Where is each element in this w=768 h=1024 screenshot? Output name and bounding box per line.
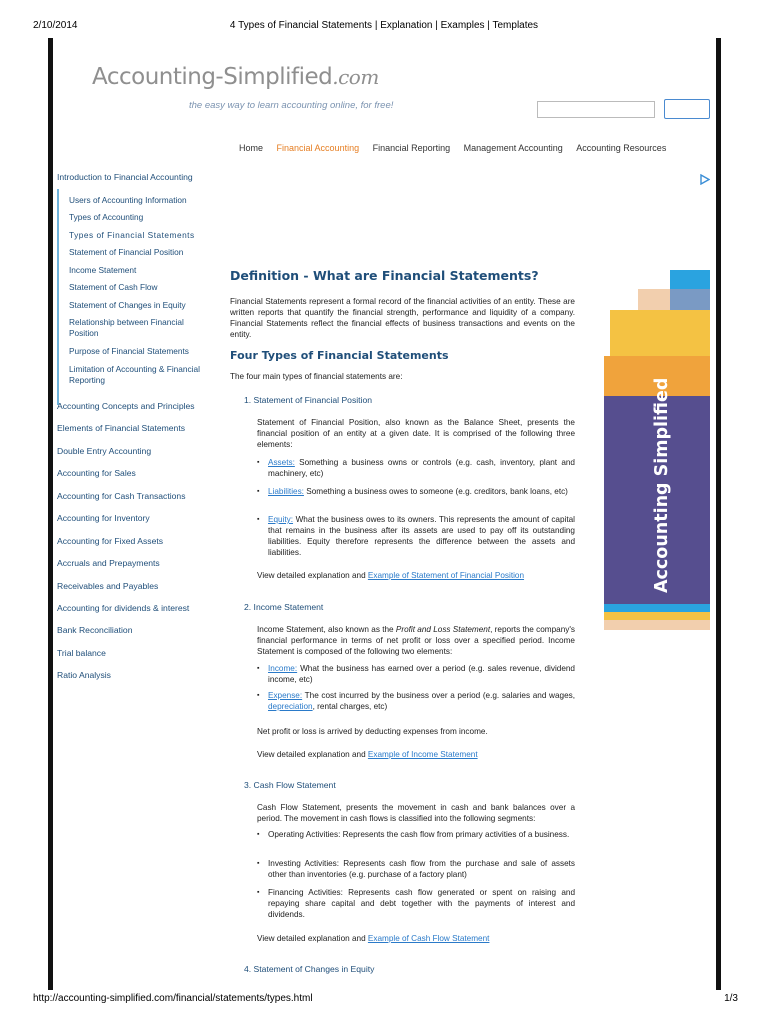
sidebar-item-cash[interactable]: Accounting for Cash Transactions <box>57 491 186 501</box>
liabilities-text: Something a business owes to someone (e.g. creditors, bank loans, etc) <box>303 487 568 496</box>
sidebar-submenu <box>57 189 215 405</box>
banner-block-yellow-1 <box>610 310 638 356</box>
sidebar-item-accruals[interactable]: Accruals and Prepayments <box>57 558 160 568</box>
assets-link[interactable]: Assets: <box>268 458 295 467</box>
section-2-para-em: Profit and Loss Statement <box>395 625 491 634</box>
banner-block-yellow-2 <box>638 310 710 356</box>
page-frame-left <box>48 38 53 990</box>
definition-heading: Definition - What are Financial Statements? <box>230 268 539 283</box>
logo-suffix: .com <box>332 65 379 89</box>
section-1-link-prefix: View detailed explanation and <box>257 571 368 580</box>
logo-main: Accounting-Simplified <box>92 64 333 90</box>
sidebar-sub-financial-position[interactable]: Statement of Financial Position <box>69 247 184 257</box>
section-1-bullet-equity <box>268 514 575 558</box>
section-2-bullet-expense <box>268 690 575 712</box>
sidebar-item-intro[interactable]: Introduction to Financial Accounting <box>57 172 193 182</box>
banner-stripe-yellow <box>604 612 710 620</box>
print-url: http://accounting-simplified.com/financial/statements/types.html <box>33 993 313 1004</box>
section-1-view-line <box>257 570 575 581</box>
four-types-intro: The four main types of financial statements are: <box>230 372 403 381</box>
nav-accounting-resources[interactable]: Accounting Resources <box>576 143 667 153</box>
section-3-link-prefix: View detailed explanation and <box>257 934 368 943</box>
sidebar-item-ratio-analysis[interactable]: Ratio Analysis <box>57 670 111 680</box>
sidebar-item-concepts[interactable]: Accounting Concepts and Principles <box>57 401 195 411</box>
print-date: 2/10/2014 <box>33 20 78 31</box>
section-2-view-line <box>257 749 575 760</box>
definition-paragraph: Financial Statements represent a formal record of the financial activities of an entity. These are written reports that quantify the financial strength, performance and liquidity of a company. Financial Statements reflect the financial effects of business transactions and events on the entity. <box>230 297 575 339</box>
sidebar-item-sales[interactable]: Accounting for Sales <box>57 468 136 478</box>
expense-link[interactable]: Expense: <box>268 691 303 700</box>
sidebar-sub-limitation[interactable]: Limitation of Accounting & Financial Reporting <box>69 364 200 385</box>
print-page-number: 1/3 <box>724 993 738 1004</box>
depreciation-link[interactable]: depreciation <box>268 702 313 711</box>
assets-text: Something a business owns or controls (e.g. cash, inventory, plant and machinery, etc) <box>268 458 575 478</box>
section-1-bullet-liabilities <box>268 486 575 497</box>
sidebar-sub-types-accounting[interactable]: Types of Accounting <box>69 212 144 222</box>
section-1-paragraph: Statement of Financial Position, also known as the Balance Sheet, presents the financial position of an entity at a given date. It is comprised of the following three elements: <box>257 418 575 449</box>
sidebar-sub-relationship[interactable]: Relationship between Financial Position <box>69 317 184 338</box>
example-financial-position-link[interactable]: Example of Statement of Financial Position <box>367 571 525 580</box>
sidebar-sub-changes-equity[interactable]: Statement of Changes in Equity <box>69 300 186 310</box>
sidebar-sub-purpose[interactable]: Purpose of Financial Statements <box>69 346 189 356</box>
print-footer <box>0 993 768 1007</box>
print-title: 4 Types of Financial Statements | Explanation | Examples | Templates <box>229 20 539 31</box>
section-4-heading: 4. Statement of Changes in Equity <box>244 964 375 974</box>
nav-financial-reporting[interactable]: Financial Reporting <box>372 143 451 153</box>
print-header <box>0 20 768 34</box>
section-3-view-line <box>257 933 575 944</box>
top-nav <box>239 143 677 153</box>
section-3-paragraph: Cash Flow Statement, presents the movement in cash and bank balances over a period. The movement in cash flows is classified into the following segments: <box>257 803 575 823</box>
sidebar-sub-cash-flow[interactable]: Statement of Cash Flow <box>69 282 158 292</box>
section-2-heading: 2. Income Statement <box>244 602 324 612</box>
equity-text: What the business owes to its owners. This represents the amount of capital that remains in the business after its assets are used to pay off its outstanding liabilities. Equity therefore represents the difference between the assets and liabilities. <box>268 515 575 557</box>
section-2-para-a: Income Statement, also known as the <box>257 625 396 634</box>
page-frame-right <box>716 38 721 990</box>
expense-text-b: , rental charges, etc) <box>312 702 388 711</box>
banner-block-peach <box>638 289 670 311</box>
equity-link[interactable]: Equity: <box>268 515 294 524</box>
section-2-paragraph <box>257 624 575 657</box>
site-tagline: the easy way to learn accounting online, for free! <box>189 100 394 111</box>
section-2-para-b: , reports the company's financial performance in terms of net profit or loss over a specified period. Income Statement is composed of the following two elements: <box>257 625 575 656</box>
sidebar-item-fixed-assets[interactable]: Accounting for Fixed Assets <box>57 536 164 546</box>
sidebar-item-inventory[interactable]: Accounting for Inventory <box>57 513 150 523</box>
banner-stripe-blue <box>604 604 710 612</box>
income-text: What the business has earned over a period (e.g. sales revenue, dividend income, etc) <box>268 664 575 684</box>
sidebar-sub-types-statements[interactable]: Types of Financial Statements <box>69 230 195 240</box>
section-1-heading: 1. Statement of Financial Position <box>244 395 373 405</box>
liabilities-link[interactable]: Liabilities: <box>268 487 304 496</box>
nav-financial-accounting[interactable]: Financial Accounting <box>276 143 360 153</box>
site-logo[interactable] <box>92 64 379 90</box>
nav-management-accounting[interactable]: Management Accounting <box>463 143 563 153</box>
section-3-bullet-operating: ▪ Operating Activities: Represents the cash flow from primary activities of a business. <box>268 829 575 840</box>
sidebar-item-dividends[interactable]: Accounting for dividends & interest <box>57 603 190 613</box>
banner-block-blue <box>670 270 710 290</box>
sidebar-item-bank-reconciliation[interactable]: Bank Reconciliation <box>57 625 133 635</box>
ad-choices-icon[interactable] <box>700 174 712 186</box>
example-income-statement-link[interactable]: Example of Income Statement <box>367 750 478 759</box>
expense-text-a: The cost incurred by the business over a period (e.g. salaries and wages, <box>302 691 575 700</box>
sidebar-sub-income[interactable]: Income Statement <box>69 265 137 275</box>
example-cash-flow-link[interactable]: Example of Cash Flow Statement <box>367 934 490 943</box>
section-3-heading: 3. Cash Flow Statement <box>244 780 336 790</box>
income-link[interactable]: Income: <box>268 664 298 673</box>
section-2-link-prefix: View detailed explanation and <box>257 750 368 759</box>
section-3-bullet-investing: ▪ Investing Activities: Represents cash flow from the purchase and sale of assets other than inventories (e.g. purchase of a factory plant) <box>268 858 575 880</box>
section-3-bullet-financing: ▪ Financing Activities: Represents cash flow generated or spent on raising and repaying share capital and debt together with the payments of interest and dividends. <box>268 887 575 920</box>
sidebar-item-receivables[interactable]: Receivables and Payables <box>57 581 159 591</box>
section-2-bullet-income <box>268 663 575 685</box>
section-2-note: Net profit or loss is arrived by deducting expenses from income. <box>257 727 488 736</box>
banner-block-slate <box>670 289 710 311</box>
four-types-heading: Four Types of Financial Statements <box>230 349 449 362</box>
banner-stripe-light <box>604 620 710 630</box>
section-1-bullet-assets <box>268 457 575 479</box>
sidebar-item-elements[interactable]: Elements of Financial Statements <box>57 423 186 433</box>
sidebar-item-double-entry[interactable]: Double Entry Accounting <box>57 446 152 456</box>
sidebar-sub-users[interactable]: Users of Accounting Information <box>69 195 187 205</box>
search-input[interactable] <box>537 101 655 118</box>
nav-home[interactable]: Home <box>239 143 264 153</box>
search-button[interactable] <box>664 99 710 119</box>
sidebar-item-trial-balance[interactable]: Trial balance <box>57 648 106 658</box>
banner-text: Accounting Simplified <box>652 377 672 593</box>
